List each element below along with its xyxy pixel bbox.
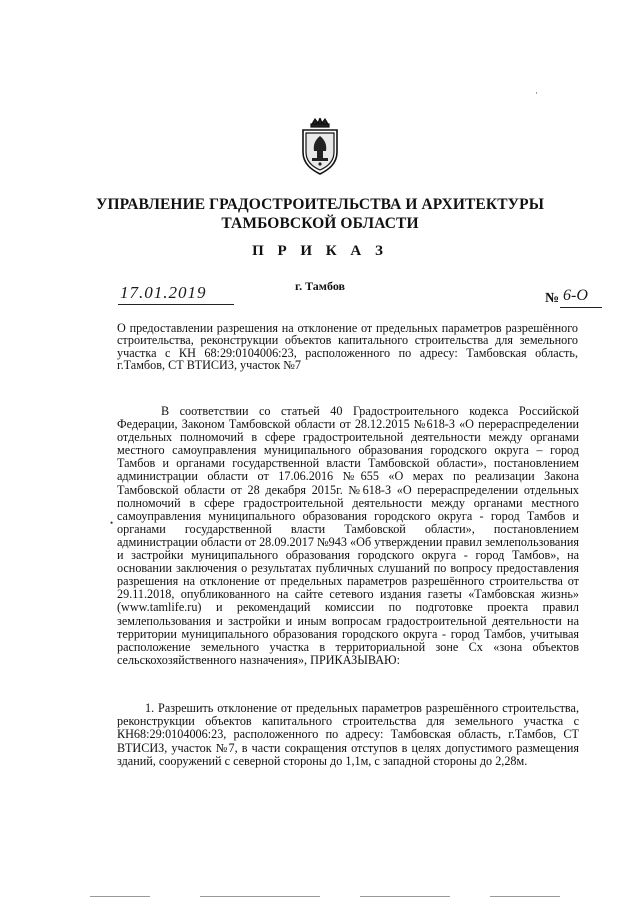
preamble-paragraph xyxy=(117,405,579,667)
order-word: ПРИКАЗЫВАЮ: xyxy=(310,652,400,667)
scan-speck: · xyxy=(535,88,538,98)
preamble-text: В соответствии со статьей 40 Градостроительного кодекса Российской Федерации, Законом Тамбовской области от 28.12.2015 №618-З «О перераспределении отдельных полномочий в сфере градостроительной деятельности между органами местного самоуправления муниципального образования городского округа – город Тамбов и органами государственной власти Тамбовской области», постановлением администрации области от 17.06.2016 №655 «О мерах по реализации Закона Тамбовской области от 28 декабря 2015г. №618-З «О перераспределении отдельных полномочий в сфере градостроительной деятельности между органами местного самоуправления муниципального образования городского округа - город Тамбов и органами государственной власти Тамбовской области», постановлением администрации области от 28.09.2017 №943 «Об утверждении правил землепользования и застройки муниципального образования городского округа - город Тамбов», на основании заключения о результатах публичных слушаний по вопросу предоставления разрешения на отклонение от предельных параметров разрешённого строительства от 29.11.2018, опубликованного на сайте сетевого издания газеты «Тамбовская жизнь» (www.tamlife.ru) и рекомендаций комиссии по подготовке проекта правил землепользования и застройки и иным вопросам градостроительной деятельности на территории муниципального образования городского округа - город Тамбов, учитывая расположение земельного участка в территориальной зоне Сх «зона объектов сельскохозяйственного назначения», xyxy=(117,404,579,667)
handwritten-date: 17.01.2019 xyxy=(120,283,207,302)
city-label: г. Тамбов xyxy=(295,279,345,293)
number-underline xyxy=(560,307,602,308)
scan-speck: • xyxy=(110,518,114,528)
scan-edge-mark xyxy=(90,896,150,897)
coat-of-arms-emblem xyxy=(298,118,342,176)
scan-edge-mark xyxy=(200,896,320,897)
scan-edge-mark xyxy=(490,896,560,897)
document-type-title: П Р И К А З xyxy=(252,243,388,259)
organization-name-line2: ТАМБОВСКОЙ ОБЛАСТИ xyxy=(221,215,419,232)
date-underline xyxy=(118,304,234,305)
order-subject: О предоставлении разрешения на отклонение от предельных параметров разрешённого строительства, реконструкции объектов капитального строительства для земельного участка с КН 68:29:0104006:23, расположенного по адресу: Тамбовская область, г.Тамбов, СТ ВТИСИЗ, участок №7 xyxy=(117,321,578,373)
order-item-1-text: 1. Разрешить отклонение от предельных параметров разрешённого строительства, реконструкции объектов капитального строительства для земельного участка с КН68:29:0104006:23, расположенного по адресу: Тамбовская область, г.Тамбов, СТ ВТИСИЗ, участок №7, в части сокращения отступов в целях допустимого размещения зданий, сооружений с северной стороны до 1,1м, с западной стороны до 2,28м. xyxy=(117,701,579,768)
scan-edge-mark xyxy=(360,896,450,897)
organization-name-line1: УПРАВЛЕНИЕ ГРАДОСТРОИТЕЛЬСТВА И АРХИТЕКТУРЫ xyxy=(95,196,545,213)
order-item-1 xyxy=(117,702,579,768)
number-label: № xyxy=(545,291,560,306)
handwritten-number: 6-О xyxy=(563,287,588,304)
